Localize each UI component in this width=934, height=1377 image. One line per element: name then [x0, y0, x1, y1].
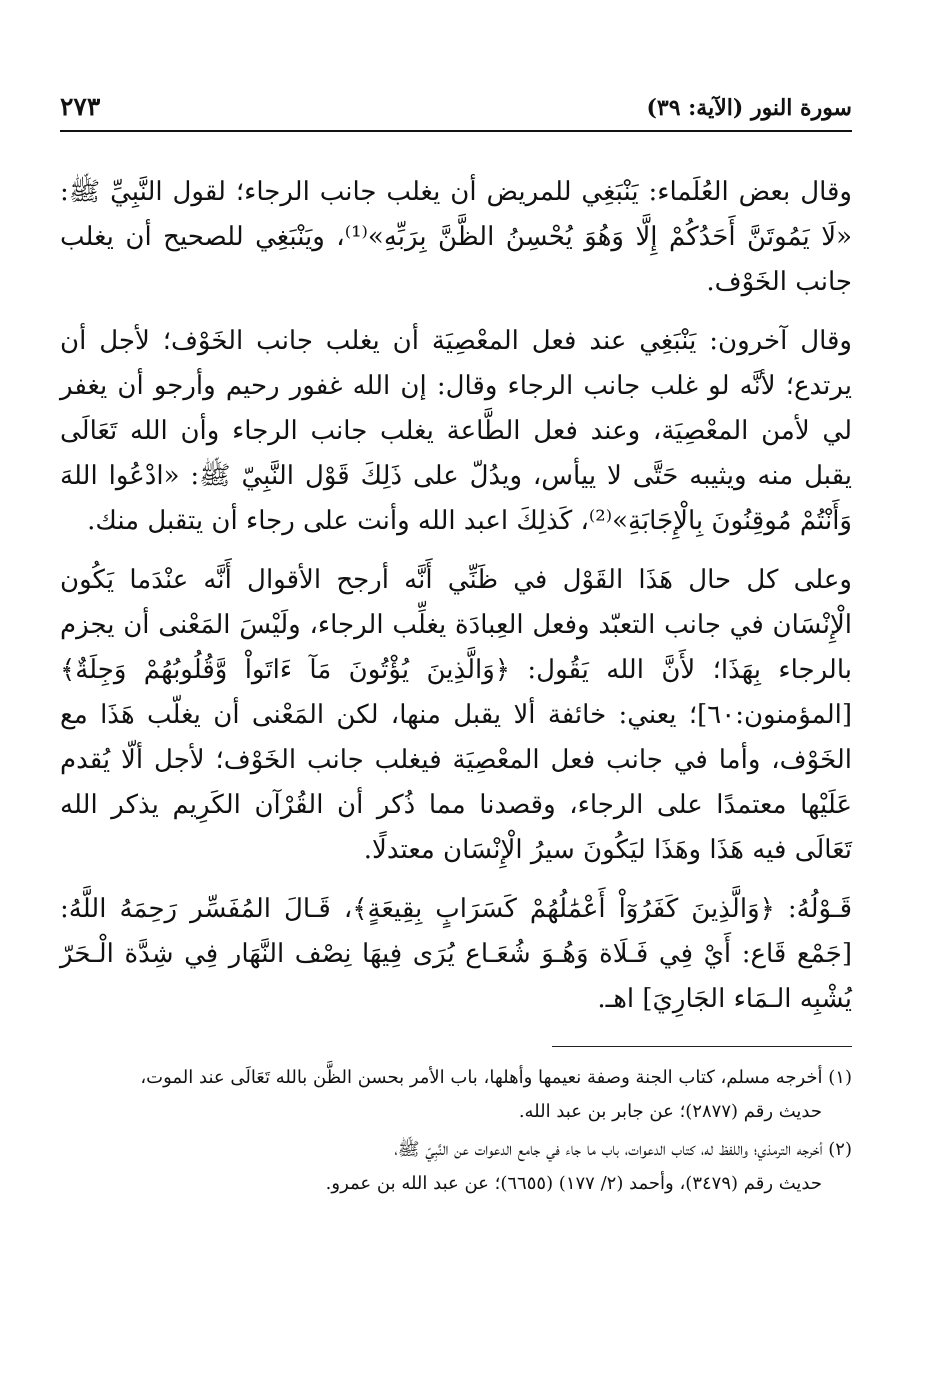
- book-page: [60, 92, 852, 1205]
- page-number: ٢٧٣: [60, 92, 101, 121]
- surah-title: سورة النور (الآية: ٣٩): [646, 95, 852, 121]
- paragraph: وقال آخرون: يَنْبَغِي عند فعل المعْصِيَة أن يغلب جانب الخَوْف؛ لأجل أن يرتدع؛ لأنَّه لو غلب جانب الرجاء وقال: إن الله غفور رحيم وأرجو أن يغفر لي لأمن المعْصِيَة، وعند فعل الطَّاعة يغلب جانب الرجاء وأن الله تَعَالَى يقبل منه ويثيبه حَتَّى لا ييأس، ويدُلّ على ذَلِكَ قَوْل النَّبِيّ ﷺ: «ادْعُوا اللهَ وَأَنْتُمْ مُوقِنُونَ بِالْإِجَابَةِ»⁽²⁾، كَذلِكَ اعبد الله وأنت على رجاء أن يتقبل منك.: [60, 326, 852, 536]
- footnote-text: (١) أخرجه مسلم، كتاب الجنة وصفة نعيمها وأهلها، باب الأمر بحسن الظَّن بالله تَعَالَى عند الموت،: [140, 1067, 852, 1088]
- paragraph: وعلى كل حال هَذَا القَوْل في ظَنِّي أَنَّه أرجح الأقوال أَنَّه عنْدَما يَكُون الْإِنْسَان في جانب التعبّد وفعل العِبادَة يغلِّب الرجاء، ولَيْسَ المَعْنى أن يجزم بالرجاء بِهَذَا؛ لأَنَّ الله يَقُول: ﴿وَالَّذِينَ يُؤْتُونَ مَآ ءَاتَواْ وَّقُلُوبُهُمْ وَجِلَةٌ﴾ [المؤمنون:٦٠]؛ يعني: خائفة ألا يقبل منها، لكن المَعْنى أن يغلّب هَذَا مع الخَوْف، وأما في جانب فعل المعْصِيَة فيغلب جانب الخَوْف؛ لأجل ألّا يُقدم عَلَيْها معتمدًا على الرجاء، وقصدنا مما ذُكر أن القُرْآن الكَرِيم يذكر الله تَعَالَى فيه هَذَا وهَذَا ليَكُونَ سيرُ الْإِنْسَان معتدلًا.: [60, 565, 852, 865]
- footnote-continuation: حديث رقم (٣٤٧٩)، وأحمد (٢/ ١٧٧) (٦٦٥٥)؛ عن عبد الله بن عمرو.: [325, 1173, 822, 1194]
- paragraph: قَـوْلُهُ: ﴿وَالَّذِينَ كَفَرُوٓاْ أَعْمَٰلُهُمْ كَسَرَابٍ بِقِيعَةٍ﴾، قَـالَ المُفَسِّر رَحِمَهُ اللَّهُ: [جَمْع قَاع: أَيْ فِي فَـلَاة وَهُـوَ شُعَـاع يُرَى فِيهَا نِصْف النَّهَار فِي شِدَّة الْـحَرّ يُشْبِه الـمَاء الجَارِيَ] اهـ.: [60, 894, 852, 1014]
- footnote-text: (٢) أخرجه الترمذي؛ واللفظ له، كتاب الدعوات، باب ما جاء في جامع الدعوات عن النَّبِيّ ﷺ،: [394, 1139, 852, 1160]
- main-text: [60, 170, 852, 1022]
- paragraph: وقال بعض العُلَماء: يَنْبَغِي للمريض أن يغلب جانب الرجاء؛ لقول النَّبِيِّ ﷺ: «لَا يَمُوتَنَّ أَحَدُكُمْ إِلَّا وَهُوَ يُحْسِنُ الظَّنَّ بِرَبِّهِ»⁽¹⁾، ويَنْبَغِي للصحيح أن يغلب جانب الخَوْف.: [60, 177, 852, 297]
- footnotes: [60, 1061, 852, 1201]
- footnote: [60, 1133, 852, 1201]
- footnote-continuation: حديث رقم (٢٨٧٧)؛ عن جابر بن عبد الله.: [518, 1101, 822, 1122]
- footnote-separator: [552, 1046, 852, 1047]
- page-header: [60, 92, 852, 132]
- footnote: [60, 1061, 852, 1129]
